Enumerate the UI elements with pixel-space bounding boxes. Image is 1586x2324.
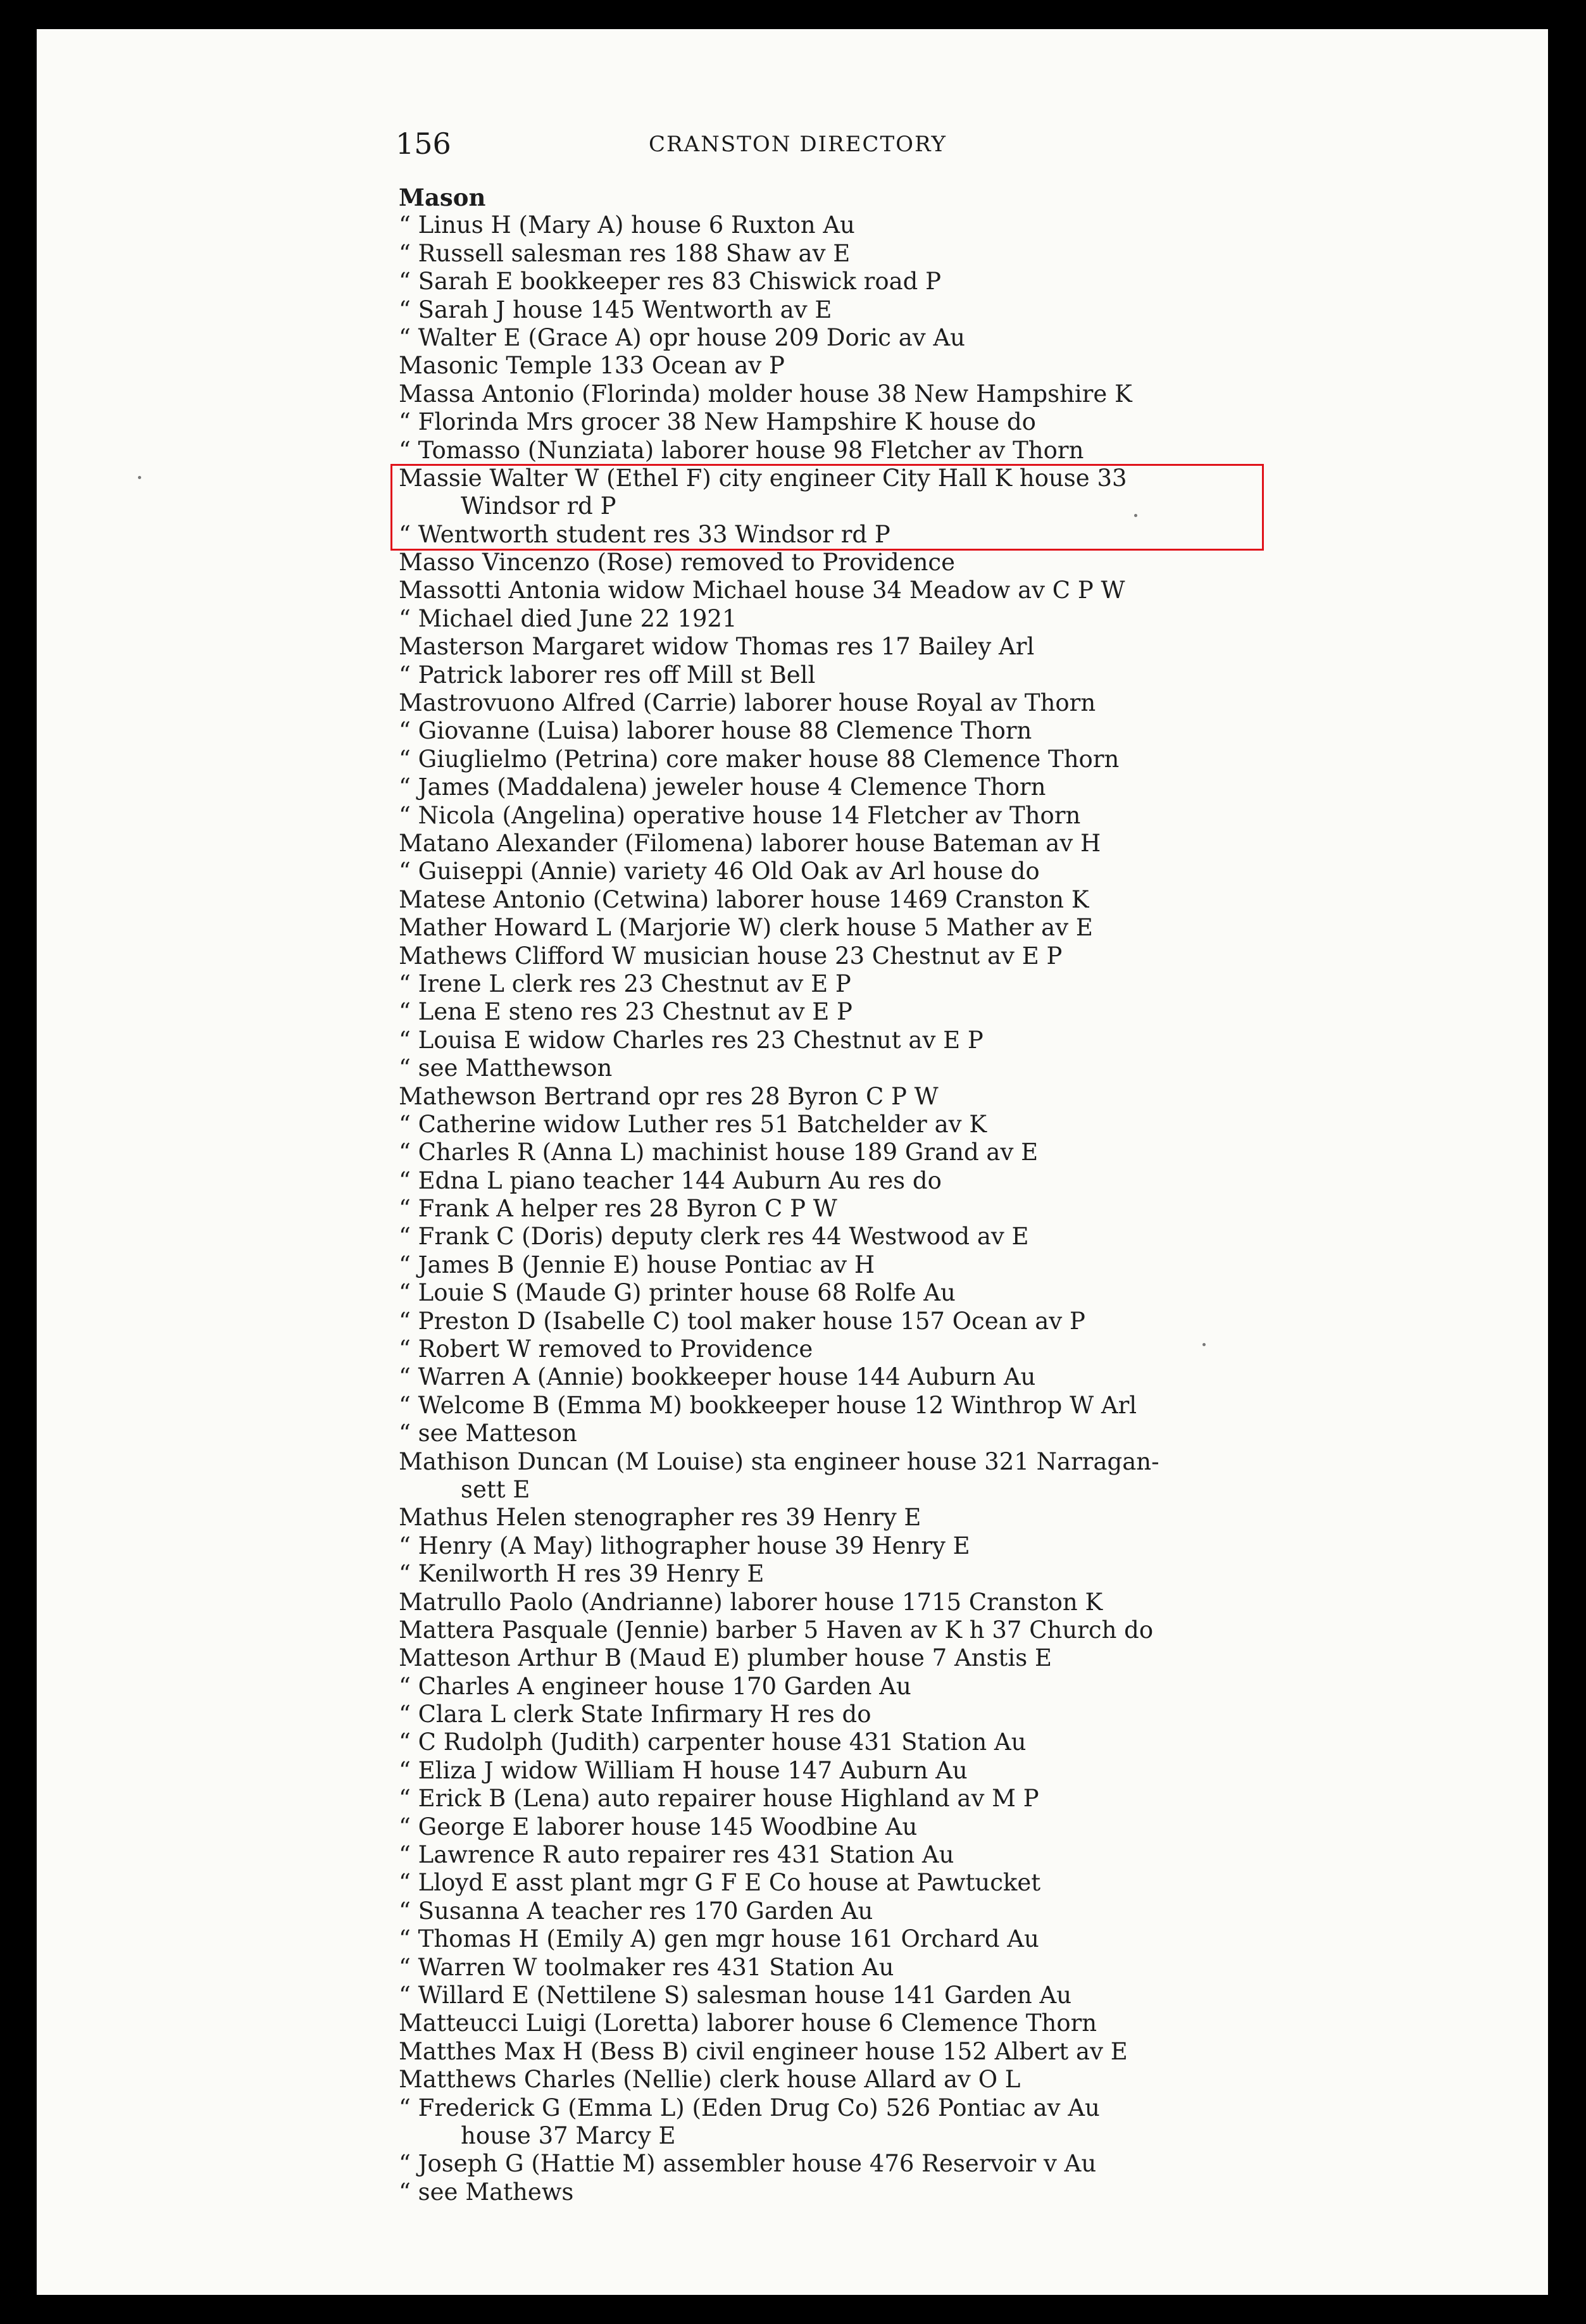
directory-entry: “ Charles R (Anna L) machinist house 189 Grand av E — [399, 1139, 1039, 1166]
directory-entry: Mathewson Bertrand opr res 28 Byron C P W — [399, 1082, 939, 1110]
directory-entry: Matthews Charles (Nellie) clerk house Allard av O L — [399, 2066, 1021, 2094]
directory-entry: Mather Howard L (Marjorie W) clerk house 5 Mather av E — [399, 914, 1093, 942]
directory-entry: “ Henry (A May) lithographer house 39 Henry E — [399, 1532, 970, 1559]
directory-entry: “ Nicola (Angelina) operative house 14 Fletcher av Thorn — [399, 801, 1081, 829]
directory-entry: “ Lloyd E asst plant mgr G F E Co house at Pawtucket — [399, 1869, 1041, 1897]
directory-entry: “ Giuglielmo (Petrina) core maker house 88 Clemence Thorn — [399, 745, 1120, 773]
directory-entry: “ Clara L clerk State Infirmary H res do — [399, 1701, 871, 1728]
directory-entry: “ James (Maddalena) jeweler house 4 Clemence Thorn — [399, 773, 1046, 801]
directory-entry: “ Preston D (Isabelle C) tool maker house 157 Ocean av P — [399, 1307, 1085, 1335]
directory-entry: “ Kenilworth H res 39 Henry E — [399, 1560, 765, 1588]
directory-entry: Matteson Arthur B (Maud E) plumber house 7 Anstis E — [399, 1644, 1052, 1672]
directory-entry: “ Frank C (Doris) deputy clerk res 44 Westwood av E — [399, 1223, 1029, 1251]
directory-entry: “ C Rudolph (Judith) carpenter house 431 Station Au — [399, 1728, 1027, 1756]
directory-entry: Masterson Margaret widow Thomas res 17 Bailey Arl — [399, 633, 1035, 661]
directory-entry: “ Sarah E bookkeeper res 83 Chiswick road P — [399, 268, 941, 296]
directory-entry: “ James B (Jennie E) house Pontiac av H — [399, 1251, 875, 1278]
directory-entry: “ Sarah J house 145 Wentworth av E — [399, 296, 832, 323]
directory-entry: “ Thomas H (Emily A) gen mgr house 161 Orchard Au — [399, 1925, 1039, 1953]
directory-entry: “ see Matthewson — [399, 1054, 613, 1082]
directory-entry: “ George E laborer house 145 Woodbine Au — [399, 1813, 918, 1840]
directory-entry: “ Louie S (Maude G) printer house 68 Rolfe Au — [399, 1279, 956, 1307]
directory-entry: “ Catherine widow Luther res 51 Batchelder av K — [399, 1110, 987, 1138]
directory-entry: “ Patrick laborer res off Mill st Bell — [399, 661, 816, 689]
directory-entry: “ Giovanne (Luisa) laborer house 88 Clemence Thorn — [399, 717, 1032, 745]
page-number: 156 — [396, 127, 451, 161]
directory-entry: “ Edna L piano teacher 144 Auburn Au res do — [399, 1166, 942, 1194]
directory-entry: “ Russell salesman res 188 Shaw av E — [399, 239, 851, 267]
directory-entry: “ Wentworth student res 33 Windsor rd P — [399, 520, 890, 548]
directory-entry: Windsor rd P — [461, 492, 616, 520]
scan-speck — [1202, 1343, 1206, 1346]
directory-entry: Matteucci Luigi (Loretta) laborer house 6 Clemence Thorn — [399, 2009, 1097, 2037]
directory-entry: “ see Matteson — [399, 1420, 577, 1447]
scan-speck — [1134, 514, 1137, 517]
directory-entry: Mathison Duncan (M Louise) sta engineer house 321 Narragan- — [399, 1447, 1159, 1475]
directory-entry: Massie Walter W (Ethel F) city engineer City Hall K house 33 — [399, 464, 1127, 492]
directory-entry: “ Lawrence R auto repairer res 431 Station Au — [399, 1841, 954, 1869]
directory-entry: “ Linus H (Mary A) house 6 Ruxton Au — [399, 211, 855, 239]
directory-entry: Mathus Helen stenographer res 39 Henry E — [399, 1504, 921, 1532]
directory-entry: Masonic Temple 133 Ocean av P — [399, 352, 785, 380]
directory-entry: “ Walter E (Grace A) opr house 209 Doric av Au — [399, 323, 965, 351]
scan-speck — [138, 476, 141, 479]
directory-entry: sett E — [461, 1475, 530, 1503]
directory-entry: “ Welcome B (Emma M) bookkeeper house 12 Winthrop W Arl — [399, 1391, 1137, 1419]
section-heading: Mason — [399, 184, 486, 211]
directory-entry: “ Warren A (Annie) bookkeeper house 144 Auburn Au — [399, 1363, 1036, 1391]
directory-entry: “ Florinda Mrs grocer 38 New Hampshire K house do — [399, 408, 1036, 436]
directory-entry: Massotti Antonia widow Michael house 34 Meadow av C P W — [399, 577, 1125, 604]
directory-entry: “ Frederick G (Emma L) (Eden Drug Co) 526 Pontiac av Au — [399, 2094, 1100, 2121]
directory-entry: Matrullo Paolo (Andrianne) laborer house 1715 Cranston K — [399, 1588, 1103, 1616]
directory-entry: “ Louisa E widow Charles res 23 Chestnut av E P — [399, 1026, 983, 1054]
directory-entry: Massa Antonio (Florinda) molder house 38 New Hampshire K — [399, 380, 1132, 408]
directory-entry: “ Charles A engineer house 170 Garden Au — [399, 1672, 911, 1700]
directory-entry: Masso Vincenzo (Rose) removed to Providence — [399, 549, 956, 577]
highlight-box — [390, 464, 1264, 551]
page-header — [396, 127, 987, 165]
directory-entry: “ Warren W toolmaker res 431 Station Au — [399, 1953, 894, 1981]
directory-entry: Mastrovuono Alfred (Carrie) laborer house Royal av Thorn — [399, 689, 1096, 717]
directory-entry: house 37 Marcy E — [461, 2121, 676, 2149]
directory-entry: Mathews Clifford W musician house 23 Chestnut av E P — [399, 942, 1063, 970]
directory-entry: “ see Mathews — [399, 2178, 574, 2206]
directory-entry: “ Eliza J widow William H house 147 Auburn Au — [399, 1756, 968, 1784]
directory-entry: Matese Antonio (Cetwina) laborer house 1469 Cranston K — [399, 885, 1089, 913]
directory-entry: Mattera Pasquale (Jennie) barber 5 Haven av K h 37 Church do — [399, 1616, 1154, 1644]
directory-entry: “ Michael died June 22 1921 — [399, 604, 737, 632]
directory-entry: “ Robert W removed to Providence — [399, 1335, 813, 1363]
directory-entry: Matthes Max H (Bess B) civil engineer house 152 Albert av E — [399, 2037, 1128, 2065]
directory-entry: “ Susanna A teacher res 170 Garden Au — [399, 1897, 873, 1925]
directory-entry: “ Frank A helper res 28 Byron C P W — [399, 1195, 837, 1223]
directory-entry: “ Erick B (Lena) auto repairer house Highland av M P — [399, 1785, 1039, 1813]
directory-entry: “ Joseph G (Hattie M) assembler house 476 Reservoir v Au — [399, 2150, 1097, 2178]
running-title: CRANSTON DIRECTORY — [649, 132, 947, 157]
directory-entry: “ Tomasso (Nunziata) laborer house 98 Fletcher av Thorn — [399, 436, 1084, 464]
directory-entry: “ Willard E (Nettilene S) salesman house 141 Garden Au — [399, 1982, 1072, 2009]
directory-entry: “ Guiseppi (Annie) variety 46 Old Oak av Arl house do — [399, 858, 1040, 885]
directory-entry: Matano Alexander (Filomena) laborer house Bateman av H — [399, 829, 1101, 857]
directory-entry: “ Lena E steno res 23 Chestnut av E P — [399, 998, 852, 1026]
directory-entry: “ Irene L clerk res 23 Chestnut av E P — [399, 970, 851, 997]
